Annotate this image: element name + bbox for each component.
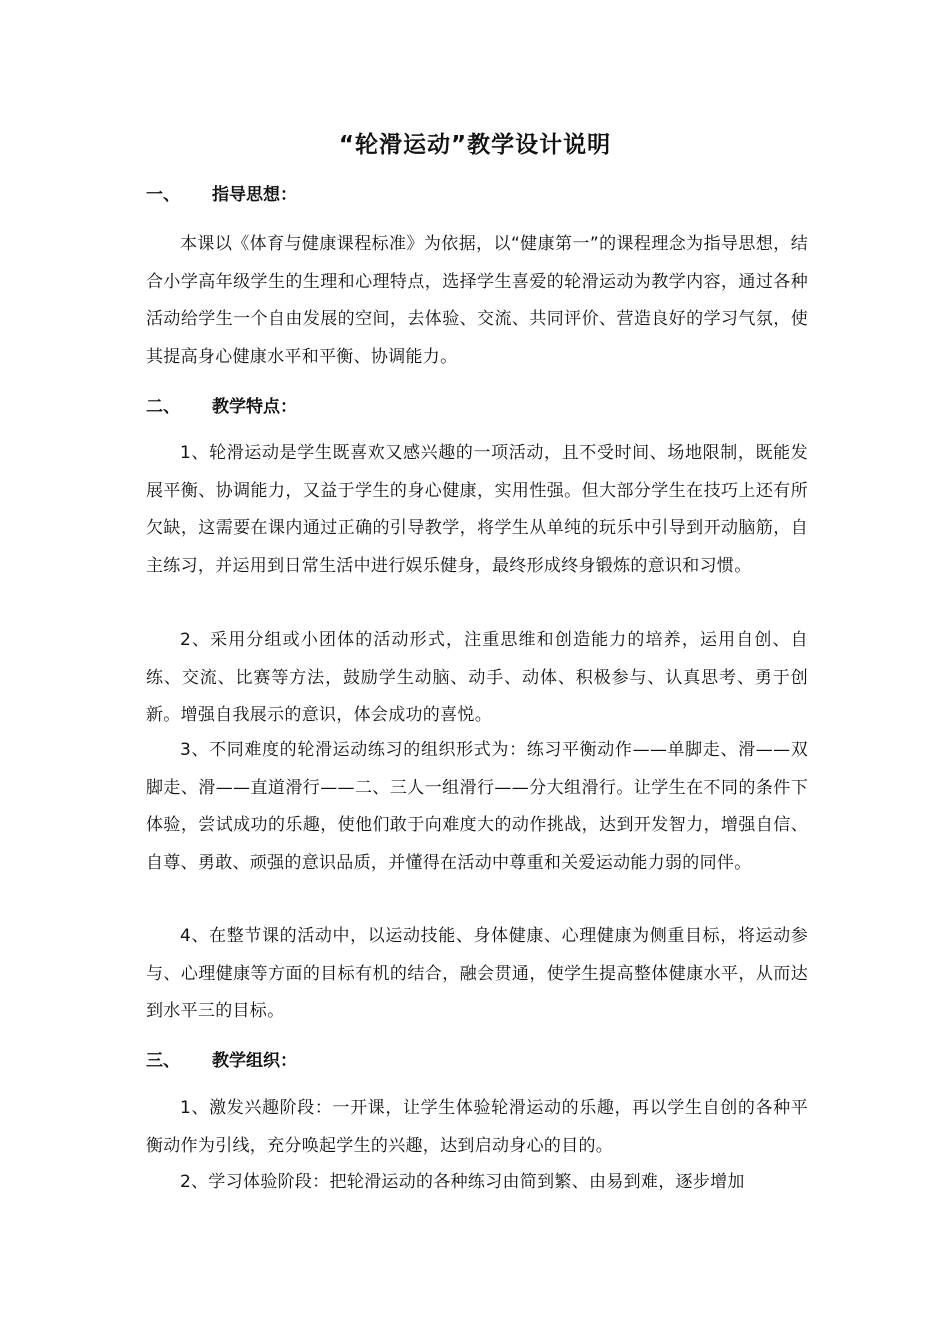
section-heading-1 (146, 180, 297, 205)
paragraph: 4、在整节课的活动中，以运动技能、身体健康、心理健康为侧重目标，将运动参与、心理健康等方面的目标有机的结合，融会贯通，使学生提高整体健康水平，从而达到水平三的目标。 (146, 926, 808, 1021)
paragraph: 3、不同难度的轮滑运动练习的组织形式为：练习平衡动作——单脚走、滑——双脚走、滑——直道滑行——二、三人一组滑行——分大组滑行。让学生在不同的条件下体验，尝试成功的乐趣，使他们敢于向难度大的动作挑战，达到开发智力，增强自信、自尊、勇敢、顽强的意识品质，并懂得在活动中尊重和关爱运动能力弱的同伴。 (146, 740, 808, 873)
paragraph: 2、采用分组或小团体的活动形式，注重思维和创造能力的培养，运用自创、自练、交流、比赛等方法，鼓励学生动脑、动手、动体、积极参与、认真思考、勇于创新。增强自我展示的意识，体会成功的喜悦。 (146, 630, 808, 725)
section-title: 指导思想： (212, 185, 297, 205)
section-number: 三、 (146, 1051, 180, 1071)
section-heading-2 (146, 392, 297, 417)
section-title: 教学特点： (212, 397, 297, 417)
section-number: 一、 (146, 185, 180, 205)
paragraph: 本课以《体育与健康课程标准》为依据，以“健康第一”的课程理念为指导思想，结合小学高年级学生的生理和心理特点，选择学生喜爱的轮滑运动为教学内容，通过各种活动给学生一个自由发展的空间，去体验、交流、共同评价、营造良好的学习气氛，使其提高身心健康水平和平衡、协调能力。 (146, 234, 808, 367)
paragraph: 1、轮滑运动是学生既喜欢又感兴趣的一项活动，且不受时间、场地限制，既能发展平衡、协调能力，又益于学生的身心健康，实用性强。但大部分学生在技巧上还有所欠缺，这需要在课内通过正确的引导教学，将学生从单纯的玩乐中引导到开动脑筋，自主练习，并运用到日常生活中进行娱乐健身，最终形成终身锻炼的意识和习惯。 (146, 443, 808, 576)
paragraph: 1、激发兴趣阶段：一开课，让学生体验轮滑运动的乐趣，再以学生自创的各种平衡动作为引线，充分唤起学生的兴趣，达到启动身心的目的。 (146, 1098, 808, 1156)
section-title: 教学组织： (212, 1051, 297, 1071)
section-number: 二、 (146, 397, 180, 417)
paragraph: 2、学习体验阶段：把轮滑运动的各种练习由简到繁、由易到难，逐步增加 (180, 1172, 745, 1192)
document-title: “轮滑运动”教学设计说明 (338, 132, 612, 158)
section-heading-3 (146, 1046, 297, 1071)
